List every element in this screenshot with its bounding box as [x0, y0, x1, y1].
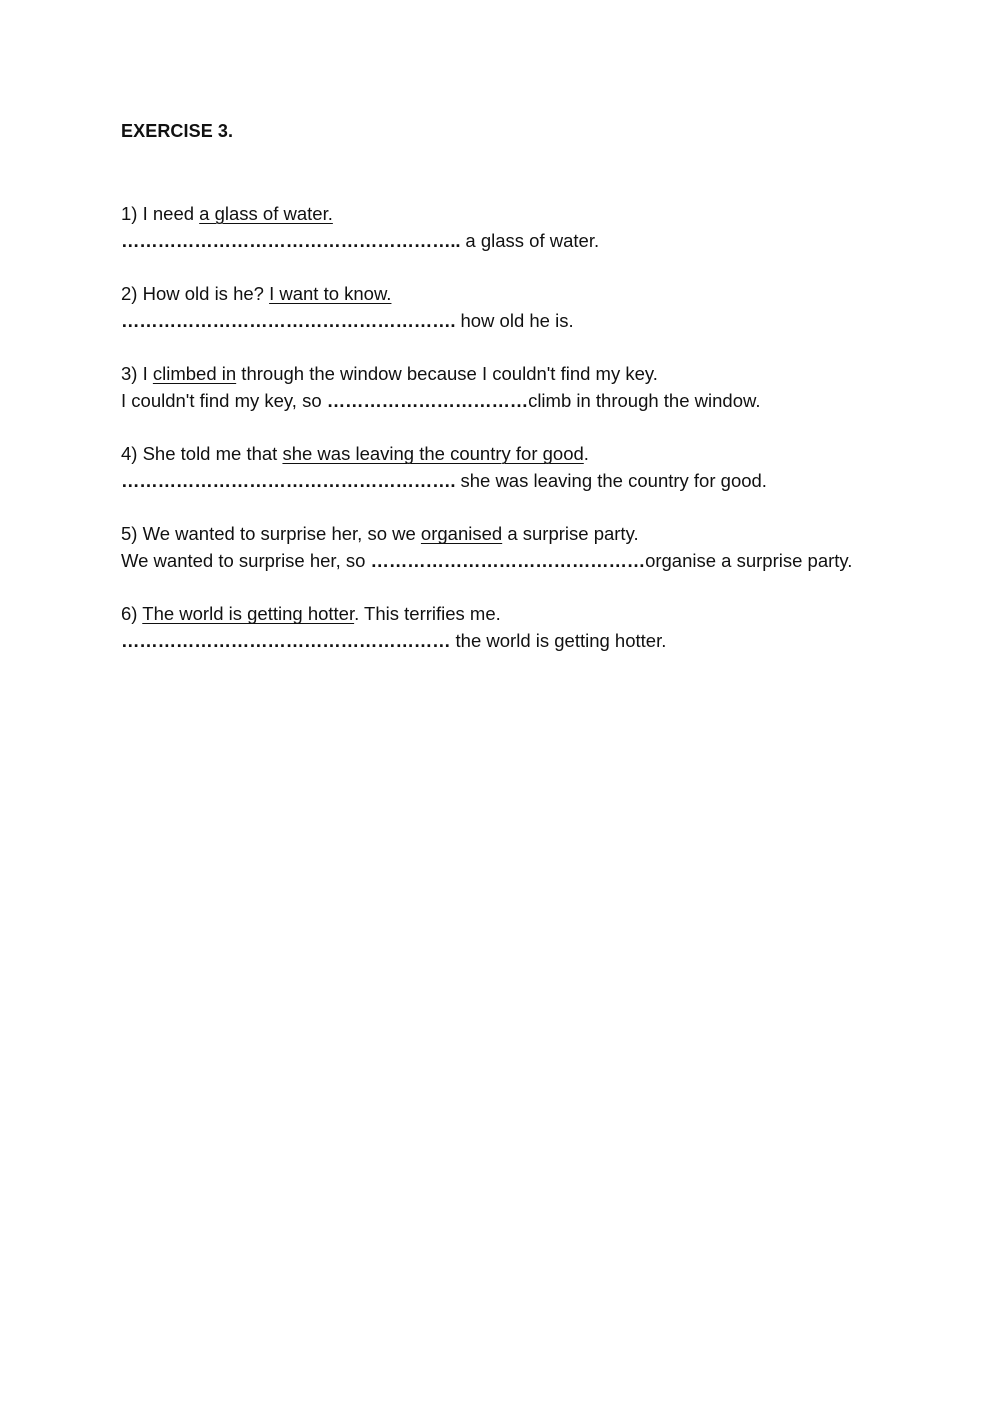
- question-4-underlined: she was leaving the country for good: [282, 443, 584, 465]
- exercise-item-6: [121, 601, 881, 654]
- question-1-prefix: 1) I need: [121, 203, 200, 224]
- question-6-suffix: . This terrifies me.: [354, 603, 501, 625]
- question-2: [121, 281, 881, 308]
- question-5: [121, 521, 881, 548]
- answer-6-suffix: the world is getting hotter.: [450, 630, 667, 652]
- question-3-prefix: 3) I: [121, 363, 153, 385]
- answer-3: [121, 388, 881, 415]
- exercise-item-5: [121, 521, 881, 574]
- question-6-prefix: 6): [121, 603, 143, 625]
- answer-5: [121, 548, 881, 575]
- question-5-suffix: a surprise party.: [502, 523, 639, 545]
- question-1: [121, 201, 881, 228]
- answer-6: [121, 628, 881, 655]
- exercise-item-4: [121, 441, 881, 494]
- answer-3-blank[interactable]: ……………………………: [326, 389, 529, 411]
- question-3-underlined: climbed in: [152, 363, 237, 385]
- exercise-list: [121, 201, 881, 682]
- question-3: [121, 361, 881, 388]
- exercise-title: EXERCISE 3.: [121, 121, 234, 141]
- answer-4: [121, 468, 881, 495]
- exercise-item-3: [121, 361, 881, 414]
- question-1-underlined: a glass of water.: [199, 203, 333, 224]
- answer-1-blank[interactable]: ………………………………………………..: [121, 229, 461, 251]
- answer-4-suffix: she was leaving the country for good.: [455, 469, 767, 491]
- answer-6-blank[interactable]: ………………………………………………: [121, 630, 451, 652]
- answer-4-blank[interactable]: ……………………………………………….: [121, 469, 456, 491]
- question-4: [121, 441, 881, 468]
- answer-5-prefix: We wanted to surprise her, so: [121, 550, 371, 572]
- question-2-prefix: 2) How old is he?: [121, 283, 270, 305]
- question-5-underlined: organised: [420, 523, 503, 545]
- answer-2-blank[interactable]: ……………………………………………….: [121, 309, 456, 331]
- answer-3-suffix: climb in through the window.: [528, 389, 761, 411]
- exercise-item-1: [121, 201, 881, 254]
- answer-1: [121, 228, 881, 255]
- question-6-underlined: The world is getting hotter: [142, 603, 355, 625]
- answer-2: [121, 308, 881, 335]
- answer-3-prefix: I couldn't find my key, so: [121, 389, 327, 411]
- answer-2-suffix: how old he is.: [455, 309, 574, 331]
- answer-5-suffix: organise a surprise party.: [645, 550, 853, 572]
- question-3-suffix: through the window because I couldn't find my key.: [236, 363, 658, 385]
- answer-1-suffix: a glass of water.: [460, 229, 600, 251]
- exercise-item-2: [121, 281, 881, 334]
- question-4-suffix: .: [583, 443, 589, 465]
- question-5-prefix: 5) We wanted to surprise her, so we: [121, 523, 421, 545]
- question-4-prefix: 4) She told me that: [121, 443, 283, 465]
- question-6: [121, 601, 881, 628]
- question-2-underlined: I want to know.: [269, 283, 392, 305]
- answer-5-blank[interactable]: ………………………………………: [370, 550, 646, 572]
